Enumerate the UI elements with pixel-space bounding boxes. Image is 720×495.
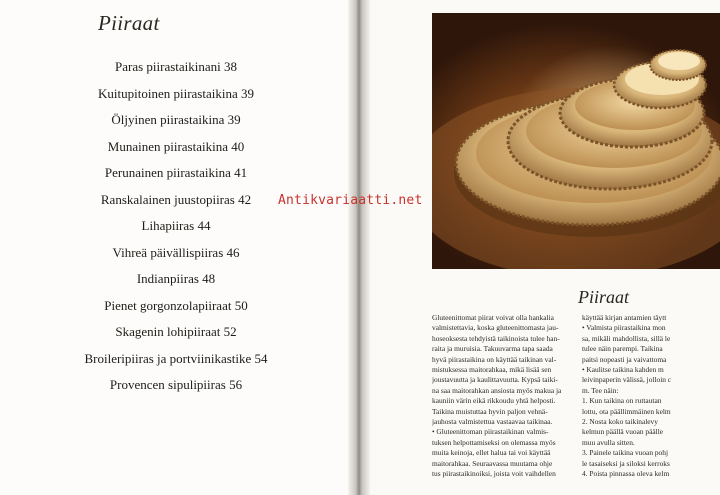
toc-entry: Pienet gorgonzolapiiraat 50: [104, 297, 248, 313]
text-line: 3. Painele taikina vuoan pohj: [582, 448, 668, 458]
text-line: Gluteenittomat piirat voivat olla hankalia: [432, 313, 554, 322]
text-line: le tasaiseksi ja siloksi kerroks: [582, 458, 670, 468]
text-line: 1. Kun taikina on ruttautan: [582, 396, 662, 406]
text-line: hyvä piirastaikina on käyttää taikinan val-: [432, 354, 557, 364]
toc-entry: Paras piirastaikinani 38: [114, 59, 238, 74]
text-line: tulee näin parempi. Taikina: [582, 344, 663, 354]
toc-entry: Indianpiiras 48: [136, 271, 216, 286]
text-line: mistuksessa maitorahkaa, mikä lisää sen: [432, 365, 552, 375]
toc-entry: Munainen piirastaikina 40: [107, 138, 245, 154]
text-line: valmistettavia, koska gluteenittomasta jau-: [432, 323, 559, 333]
text-line: lottu, ota päällimmäinen kelm: [582, 406, 671, 416]
toc-entry: Lihapiiras 44: [141, 218, 211, 233]
text-line: kauniin värin eikä rikkoudu yhtä helposti.: [432, 396, 556, 406]
toc-entry: Kuitupitoinen piirastaikina 39: [98, 85, 254, 101]
text-line: muita keinoja, ellet halua tai voi käyttää: [432, 448, 551, 458]
text-line: • Kaulitse taikina kahden m: [582, 365, 664, 375]
text-line: käyttää kirjan antamien täytt: [582, 313, 667, 322]
table-of-contents: [0, 58, 352, 403]
text-line: tus piirastaikinoiksi, joista voit vaihdellen: [432, 469, 556, 479]
text-line: Taikina muistuttaa hyvin paljon vehnä-: [432, 406, 548, 416]
text-line: • Gluteenittoman piirastaikinan valmis-: [432, 427, 549, 437]
text-line: hoseoksesta tehdyistä taikinoista tulee han-: [432, 333, 560, 343]
text-line: joustavuutta ja kaulittavuutta. Kypsä taiki-: [432, 375, 558, 385]
watermark-text: Antikvariaatti.net: [278, 193, 423, 208]
tart-shells-illustration: [432, 13, 720, 269]
text-line: • Valmista piirastaikina mon: [582, 323, 666, 333]
text-line: 2. Nosta koko taikinalevy: [582, 417, 658, 427]
toc-entry: Skagenin lohipiiraat 52: [115, 324, 237, 339]
toc-entry: Provencen sipulipiiras 56: [109, 377, 243, 392]
text-line: paitsi nopeasti ja vaivattoma: [582, 354, 667, 364]
toc-entry: Öljyinen piirastaikina 39: [111, 112, 241, 127]
toc-entry: Broileripiiras ja portviinikastike 54: [84, 350, 268, 366]
text-line: raita ja muruisia. Takuuvarma tapa saada: [432, 344, 553, 354]
text-column-1: [432, 313, 569, 495]
toc-entry: Perunainen piirastaikina 41: [104, 165, 248, 180]
text-line: na saa maitorahkan ansiosta myös makua ja: [432, 385, 562, 395]
toc-title: Piiraat: [98, 11, 160, 35]
toc-entry: Vihreä päivällispiiras 46: [112, 244, 240, 260]
text-line: jauhosta valmistettua vastaavaa taikinaa.: [432, 417, 553, 427]
text-line: muu avulla sitten.: [582, 437, 635, 447]
tart-shells-photo: [432, 13, 720, 269]
text-line: maitorahkaa. Seuraavassa muutama ohje: [432, 458, 553, 468]
text-line: leivinpaperin välissä, jolloin c: [582, 375, 672, 385]
book-gutter: [348, 0, 370, 495]
text-line: sa, mikäli mahdollista, sillä le: [582, 333, 671, 343]
text-line: kelmun päällä vuoan päälle: [582, 427, 664, 437]
left-page: [0, 0, 352, 495]
text-line: tuksen helpottamiseksi on olemassa myös: [432, 437, 556, 447]
text-line: m. Tee näin:: [582, 385, 619, 395]
text-column-2: [582, 313, 720, 495]
section-title: Piiraat: [578, 287, 630, 307]
toc-entry: Ranskalainen juustopiiras 42: [100, 191, 252, 207]
text-line: 4. Poista pinnassa oleva kelm: [582, 469, 670, 479]
